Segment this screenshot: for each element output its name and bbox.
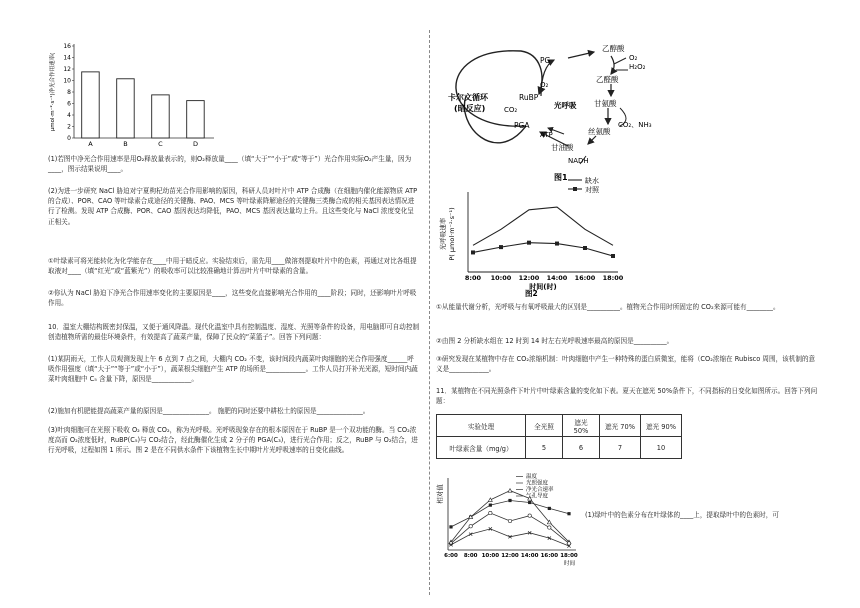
calvin-sub-label: (暗反应)	[454, 104, 486, 113]
chlorophyll-table	[436, 414, 682, 459]
fig3-point	[528, 514, 531, 517]
o2-top-label: O₂	[629, 54, 638, 62]
fig2-ylabel-1: 光呼吸速率	[439, 217, 447, 251]
fig2-x-tick-label: 12:00	[518, 274, 540, 282]
right-question-2: ②由图 2 分析缺水组在 12 时到 14 时左右光呼吸速率最高的原因是__________。	[436, 337, 674, 345]
table-cell: 10	[641, 437, 682, 459]
bar	[117, 79, 135, 138]
table-row	[437, 437, 682, 459]
co2-nh3-label: CO₂、NH₃	[618, 121, 652, 129]
fig3-point	[567, 512, 570, 515]
fig3-point	[449, 525, 452, 528]
photorespiration-rate-chart	[436, 172, 646, 300]
fig2-x-tick-label: 14:00	[546, 274, 568, 282]
fig2-legend-label: 缺水	[585, 177, 599, 185]
fig3-x-tick-label: 14:00	[520, 553, 539, 559]
o2-label: O₂	[540, 81, 549, 89]
daily-variation-chart	[436, 472, 582, 570]
fig3-x-tick-label: 18:00	[560, 553, 578, 559]
bar-y-tick-label: 8	[67, 89, 71, 96]
bar-y-tick-label: 2	[67, 123, 71, 131]
pg-label: PG	[540, 56, 551, 65]
fig2-point	[583, 246, 587, 250]
question-9-part2: (2)为进一步研究 NaCl 胁迫对宁夏枸杞幼苗光合作用影响的原因，科研人员对叶片中 ATP 合成酶（在细胞内催化能源物质 ATP 的合成）、POR、CAO 等叶绿素合成途径的关键酶、PAO、MCS 等叶绿素降解途径的关键酶三类酶合成的相关基因表达情况进行了检测。发现 ATP 合成酶、POR、CAO 基因表达均降低，PAO、MCS 基因表达量均上升。且这些变化与 NaCl 浓度变化呈正相关。	[48, 187, 418, 226]
fig2-x-tick-label: 10:00	[490, 274, 512, 282]
figure2-caption: 图2	[525, 289, 538, 298]
fig3-point	[548, 507, 551, 510]
glycolate-label: 乙醇酸	[602, 44, 625, 53]
column-divider	[429, 30, 430, 595]
bar-y-tick-label: 16	[63, 43, 71, 50]
bar-category-label: B	[123, 140, 128, 148]
fig2-x-axis-label: 时间(时)	[529, 283, 557, 291]
atp-label: ATP	[540, 131, 553, 139]
figure1-caption: 图1	[554, 173, 568, 182]
question-10-part3: (3)叶肉细胞可在光照下吸收 O₂ 释放 CO₂，称为光呼吸。光呼吸现象存在的根本原因在于 RuBP 是一个双功能的酶。当 CO₂浓度高而 O₂浓度低时，RuBP(C₅)与 CO₂结合，经此酶催化生成 2 分子的 PGA(C₃)，进行光合作用；反之，RuBP 与 O₂结合，进行光呼吸，过程如图 1 所示。图 2 是在不同供水条件下该植物生长中期叶片光呼吸速率的日变化曲线。	[48, 426, 418, 455]
table-header-cell: 全光照	[526, 415, 563, 437]
fig2-series-line	[473, 207, 613, 245]
fig3-x-tick-label: 6:00	[444, 553, 458, 559]
fig3-x-tick-label: 8:00	[463, 553, 478, 559]
fig2-point	[611, 254, 615, 258]
fig3-point	[508, 519, 511, 522]
photorespiration-diagram	[436, 36, 686, 186]
fig3-x-tick-label: 12:00	[501, 553, 519, 559]
bar-y-tick-label: 4	[67, 112, 71, 119]
fig2-point	[471, 250, 475, 254]
table-cell: 6	[563, 437, 600, 459]
fig2-legend-label: 对照	[585, 186, 599, 194]
glycine-label: 甘氨酸	[594, 99, 617, 108]
bar-category-label: A	[88, 140, 93, 148]
fig2-x-tick-label: 18:00	[602, 274, 624, 282]
nadh-label: NADH	[568, 157, 589, 165]
fig3-point	[489, 504, 492, 507]
table-header-cell: 遮光 70%	[600, 415, 641, 437]
fig2-point	[499, 245, 503, 249]
bar-y-tick-label: 0	[67, 135, 71, 142]
fig2-x-tick-label: 8:00	[464, 274, 482, 282]
question-10-stem: 10．温室大棚结构既密封保温，又便于通风降温。现代化温室中具有控制温度、湿度、光照等条件的设备，用电脑即可自动控制创造植物所需的最佳环境条件，有效提高了蔬菜产量，保障了民众的“菜篮子”。回答下列问题：	[48, 323, 420, 342]
fig2-x-tick-label: 16:00	[574, 274, 596, 282]
table-header-row	[437, 415, 682, 437]
fig2-series-line	[473, 243, 613, 256]
question-9-part1: (1)若图中净光合作用速率是用O₂释放量表示的，则O₂释放量____（填“大于”“小于”或“等于”）光合作用实际O₂产生量，因为____，图示结果说明____。	[48, 155, 412, 174]
table-header-cell: 遮光 90%	[641, 415, 682, 437]
fig3-x-tick-label: 10:00	[481, 553, 500, 559]
bar	[187, 101, 205, 138]
bar-category-label: C	[158, 140, 163, 148]
fig2-point	[527, 241, 531, 245]
bar-category-label: D	[192, 140, 198, 148]
bar-chart	[44, 40, 224, 155]
bar	[82, 72, 100, 138]
fig3-series-line	[451, 491, 569, 542]
bar-y-tick-label: 6	[67, 100, 71, 108]
fig3-ylabel: 相对值	[436, 484, 444, 504]
glycerate-label: 甘油酸	[551, 143, 574, 152]
fig2-ylabel-2: P( μmol·m⁻²·s⁻¹)	[448, 207, 456, 261]
fig3-point	[548, 526, 551, 529]
pga-label: PGA	[514, 121, 530, 130]
bar-y-tick-label: 10	[63, 77, 71, 85]
fig3-legend-label: 光照强度	[526, 480, 549, 487]
fig3-x-axis-label: 时间	[564, 561, 576, 567]
question-11-stem: 11．某植物在不同光照条件下叶片中叶绿素含量的变化如下表。夏天在遮光 50%条件下，不同指标的日变化如图所示。回答下列问题：	[436, 387, 818, 406]
rubp-label: RuBP	[519, 93, 539, 102]
table-cell: 7	[600, 437, 641, 459]
fig3-x-tick-label: 16:00	[540, 553, 559, 559]
question-10-part2: (2)施加有机肥能提高蔬菜产量的原因是______________。 施肥的同时还要中耕松土的原因是______________。	[48, 407, 370, 415]
fig3-series-line	[451, 529, 569, 546]
table-cell: 5	[526, 437, 563, 459]
bar-y-tick-label: 14	[63, 54, 71, 62]
photorespiration-label: 光呼吸	[554, 101, 577, 110]
fig2-point	[555, 242, 559, 246]
question-9-part2a: ①叶绿素可将光能转化为化学能存在____中用于暗反应。实验结束后，需先用____做溶剂提取叶片中的色素，再通过对比各组提取液对____（填“红光”或“蓝紫光”）的吸收率可以比较准确地计算出叶片中叶绿素的含量。	[48, 257, 417, 276]
table-header-cell: 遮光 50%	[563, 415, 600, 437]
bar	[152, 95, 170, 138]
table-row-label: 叶绿素含量（mg/g）	[437, 437, 526, 459]
right-question-3: ③研究发现在某植物中存在 CO₂浓缩机制：叶肉细胞中产生一种特殊的蛋白质微室，能将（CO₂浓缩在 Rubisco 周围，该机制的意义是____________。	[436, 355, 816, 374]
bar-y-tick-label: 12	[63, 66, 71, 73]
calvin-label: 卡尔文循环	[448, 93, 488, 102]
question-9-part2b: ②你认为 NaCl 胁迫下净光合作用速率变化的主要原因是____，这些变化直接影响光合作用的____阶段；同时，还影响叶片呼吸作用。	[48, 289, 417, 308]
bar-y-axis-label: μmol·m⁻²·s⁻¹)净光合作用速率(	[50, 52, 56, 132]
fig3-legend-label: 温度	[526, 474, 538, 480]
fig3-point	[469, 525, 472, 528]
table-header-cell: 实验处理	[437, 415, 526, 437]
glyoxylate-label: 乙醛酸	[596, 75, 619, 84]
fig3-point	[488, 498, 492, 502]
co2-label: CO₂	[504, 106, 518, 114]
fig3-point	[489, 511, 492, 514]
question-11-part1: (1)绿叶中的色素分布在叶绿体的____上，提取绿叶中的色素时，可	[585, 511, 779, 519]
fig2-legend-marker	[573, 187, 577, 191]
serine-label: 丝氨酸	[588, 127, 611, 136]
fig3-legend-label: 净光合速率	[526, 487, 554, 493]
right-question-1: ①从能量代谢分析，光呼吸与有氧呼吸最大的区别是__________。植物光合作用时所固定的 CO₂来源可能有________。	[436, 303, 780, 311]
fig3-point	[508, 499, 511, 502]
question-10-part1: (1)某阴雨天，工作人员观测发现上午 6 点到 7 点之间，大棚内 CO₂ 不变，该时间段内蔬菜叶肉细胞的光合作用强度______呼吸作用强度（填“大于”“等于”或“小于”），蔬菜根尖细胞产生 ATP 的场所是____________。工作人员打开补光光源，短时间内蔬菜叶肉细胞中 C₅ 含量下降，原因是____________。	[48, 355, 418, 384]
fig3-point	[528, 501, 531, 504]
fig3-point	[508, 489, 512, 493]
h2o2-label: H₂O₂	[629, 63, 646, 71]
fig3-legend-label: 气孔导度	[526, 493, 549, 500]
